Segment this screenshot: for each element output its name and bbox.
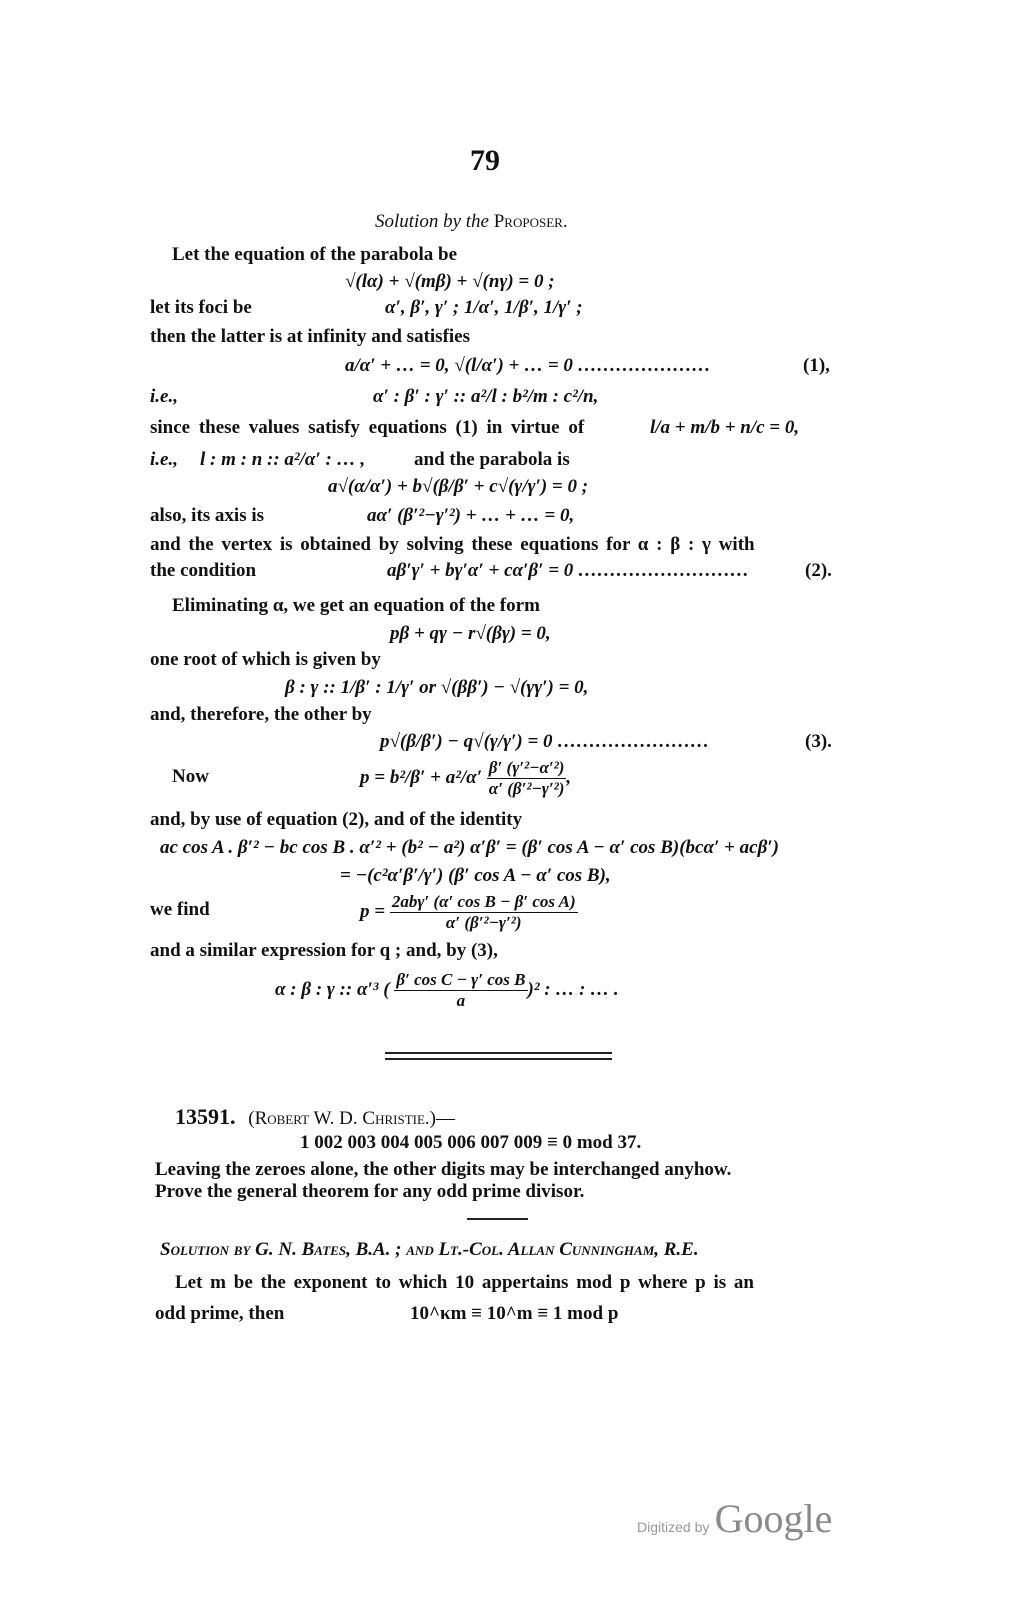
- equation-p-result: [360, 892, 578, 933]
- text-line: and, therefore, the other by: [150, 704, 372, 725]
- text-line: also, its axis is: [150, 505, 265, 526]
- text-line: and the parabola is: [414, 449, 570, 470]
- equation: = −(c²α′β′/γ′) (β′ cos A − α′ cos B),: [340, 865, 611, 886]
- text-line: Prove the general theorem for any odd prime divisor.: [155, 1181, 585, 1202]
- problem-author: (Robert W. D. Christie.)—: [248, 1108, 455, 1129]
- text-line: we find: [150, 899, 210, 920]
- text-line: Leaving the zeroes alone, the other digits may be interchanged anyhow.: [155, 1159, 732, 1180]
- text-line: one root of which is given by: [150, 649, 381, 670]
- numerator: β′ (γ′²−α′²): [488, 758, 565, 777]
- problem-number: 13591.: [175, 1104, 236, 1129]
- google-watermark: [637, 1495, 832, 1542]
- text-line: Eliminating α, we get an equation of the form: [172, 595, 540, 616]
- text-line: then the latter is at infinity and satisfies: [150, 326, 471, 347]
- eq-lhs: p =: [360, 901, 386, 922]
- fraction: [487, 758, 567, 799]
- equation: ac cos A . β′² − bc cos B . α′² + (b² − a²) α′β′ = (β′ cos A − α′ cos B)(bcα′ + acβ′): [160, 837, 779, 858]
- problem-header: [175, 1106, 455, 1130]
- text-line: and, by use of equation (2), and of the identity: [150, 809, 523, 830]
- equation: p√(β/β′) − q√(γ/γ′) = 0 ……………………: [380, 731, 710, 752]
- equation: 10^κm ≡ 10^m ≡ 1 mod p: [410, 1303, 619, 1324]
- text-line: since these values satisfy equations (1) in virtue of: [150, 417, 585, 438]
- equation: l/a + m/b + n/c = 0,: [650, 417, 800, 438]
- text-line: and the vertex is obtained by solving these equations for α : β : γ with: [150, 534, 755, 555]
- text-line: Let m be the exponent to which 10 appertains mod p where p is an: [175, 1272, 754, 1293]
- equation-ratio: [275, 970, 619, 1011]
- text-line: and a similar expression for q ; and, by (3),: [150, 940, 498, 961]
- equation-tag: (3).: [805, 731, 832, 752]
- text-line: let its foci be: [150, 297, 252, 318]
- numerator: 2abγ′ (α′ cos B − β′ cos A): [391, 892, 576, 912]
- equation: β : γ :: 1/β′ : 1/γ′ or √(ββ′) − √(γγ′) = 0,: [285, 677, 589, 698]
- page-number: 79: [470, 144, 500, 177]
- text-line: Now: [172, 766, 209, 787]
- solution2-heading: Solution by G. N. Bates, B.A. ; and Lt.-Col. Allan Cunningham, R.E.: [160, 1239, 699, 1260]
- equation-p: [360, 758, 571, 799]
- denominator: α′ (β′²−γ′²): [445, 913, 522, 933]
- equation: α′, β′, γ′ ; 1/α′, 1/β′, 1/γ′ ;: [385, 297, 583, 318]
- heading-italic: Solution by the: [375, 211, 489, 232]
- problem-statement: 1 002 003 004 005 006 007 009 ≡ 0 mod 37.: [300, 1132, 642, 1153]
- eq-lhs: α : β : γ :: α′³ (: [275, 979, 390, 1000]
- equation: a√(α/α′) + b√(β/β′ + c√(γ/γ′) = 0 ;: [328, 476, 589, 497]
- equation: √(lα) + √(mβ) + √(nγ) = 0 ;: [345, 271, 555, 292]
- short-rule: [467, 1218, 528, 1220]
- equation: pβ + qγ − r√(βγ) = 0,: [390, 623, 551, 644]
- solution-heading: [375, 211, 568, 233]
- text-line: Let the equation of the parabola be: [172, 244, 457, 265]
- text-line: the condition: [150, 560, 257, 581]
- equation-tag: (1),: [803, 355, 830, 376]
- fraction: [394, 970, 527, 1011]
- equation: α′ : β′ : γ′ :: a²/l : b²/m : c²/n,: [373, 386, 599, 407]
- equation-tag: (2).: [805, 560, 832, 581]
- fraction: [390, 892, 578, 933]
- denominator: α′ (β′²−γ′²): [488, 779, 565, 798]
- google-logo: Google: [714, 1496, 833, 1541]
- watermark-prefix: Digitized by: [637, 1519, 710, 1535]
- text-line: i.e.,: [150, 386, 178, 407]
- proposer-name: Proposer.: [493, 211, 568, 232]
- text-line: i.e.,: [150, 449, 178, 470]
- eq-end: )² : … : … .: [527, 979, 619, 1000]
- equation: a/α′ + … = 0, √(l/α′) + … = 0 …………………: [345, 355, 711, 376]
- eq-end: ,: [566, 766, 572, 788]
- denominator: a: [456, 991, 466, 1011]
- equation: aβ′γ′ + bγ′α′ + cα′β′ = 0 ………………………: [387, 560, 750, 581]
- double-rule-bottom: [385, 1058, 612, 1060]
- text-line: odd prime, then: [155, 1303, 285, 1324]
- equation: l : m : n :: a²/α′ : … ,: [200, 449, 366, 470]
- eq-lhs: p = b²/β′ + a²/α′: [360, 766, 483, 788]
- double-rule-top: [385, 1052, 612, 1054]
- equation: aα′ (β′²−γ′²) + … + … = 0,: [367, 505, 575, 526]
- numerator: β′ cos C − γ′ cos B: [396, 970, 526, 990]
